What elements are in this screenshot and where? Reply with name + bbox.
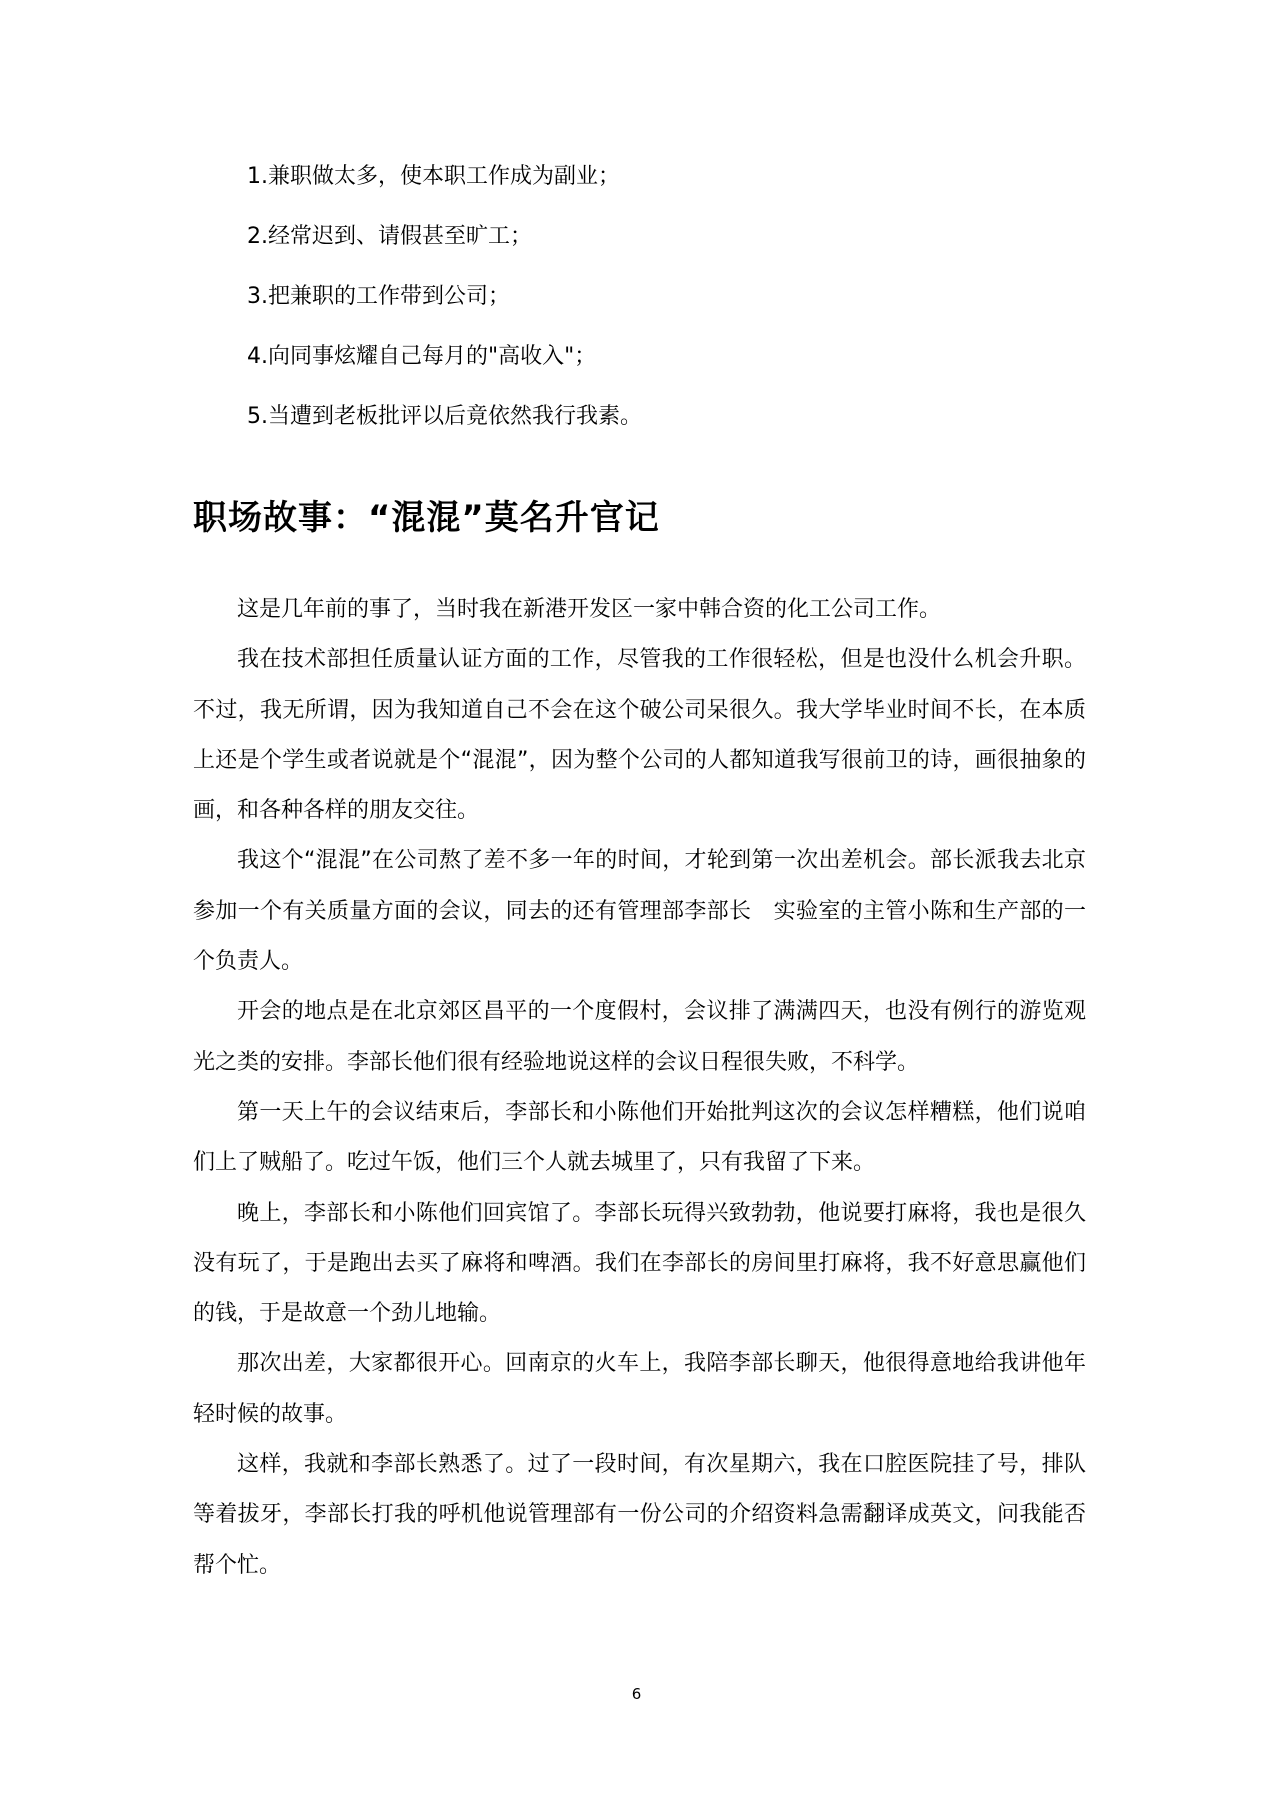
paragraph: 第一天上午的会议结束后，李部长和小陈他们开始批判这次的会议怎样糟糕，他们说咱们上了贼船了。吃过午饭，他们三个人就去城里了，只有我留了下来。 bbox=[193, 1099, 1086, 1176]
list-item: 1.兼职做太多，使本职工作成为副业； bbox=[247, 164, 620, 189]
page-number: 6 bbox=[631, 1685, 642, 1703]
paragraph: 开会的地点是在北京郊区昌平的一个度假村，会议排了满满四天，也没有例行的游览观光之类的安排。李部长他们很有经验地说这样的会议日程很失败，不科学。 bbox=[193, 999, 1086, 1075]
paragraph: 我在技术部担任质量认证方面的工作，尽管我的工作很轻松，但是也没什么机会升职。不过，我无所谓，因为我知道自己不会在这个破公司呆很久。我大学毕业时间不长，在本质上还是个学生或者说就是个“混混”，因为整个公司的人都知道我写很前卫的诗，画很抽象的画，和各种各样的朋友交往。 bbox=[193, 647, 1086, 824]
numbered-list bbox=[247, 162, 1127, 462]
story-body bbox=[193, 585, 1086, 1591]
list-item: 4.向同事炫耀自己每月的"高收入"； bbox=[247, 344, 597, 369]
list-item: 2.经常迟到、请假甚至旷工； bbox=[247, 224, 532, 249]
paragraph: 晚上，李部长和小陈他们回宾馆了。李部长玩得兴致勃勃，他说要打麻将，我也是很久没有玩了，于是跑出去买了麻将和啤酒。我们在李部长的房间里打麻将，我不好意思赢他们的钱，于是故意一个劲儿地输。 bbox=[193, 1200, 1086, 1327]
paragraph: 我这个“混混”在公司熬了差不多一年的时间，才轮到第一次出差机会。部长派我去北京参加一个有关质量方面的会议，同去的还有管理部李部长 实验室的主管小陈和生产部的一个负责人。 bbox=[193, 848, 1086, 975]
paragraph: 这是几年前的事了，当时我在新港开发区一家中韩合资的化工公司工作。 bbox=[237, 597, 942, 622]
section-title: 职场故事：“混混”莫名升官记 bbox=[193, 498, 660, 538]
paragraph: 那次出差，大家都很开心。回南京的火车上，我陪李部长聊天，他很得意地给我讲他年轻时候的故事。 bbox=[193, 1351, 1086, 1427]
list-item: 3.把兼职的工作带到公司； bbox=[247, 284, 510, 309]
list-item: 5.当遭到老板批评以后竟依然我行我素。 bbox=[247, 404, 642, 429]
paragraph: 这样，我就和李部长熟悉了。过了一段时间，有次星期六，我在口腔医院挂了号，排队等着拔牙，李部长打我的呼机他说管理部有一份公司的介绍资料急需翻译成英文，问我能否帮个忙。 bbox=[193, 1452, 1086, 1578]
